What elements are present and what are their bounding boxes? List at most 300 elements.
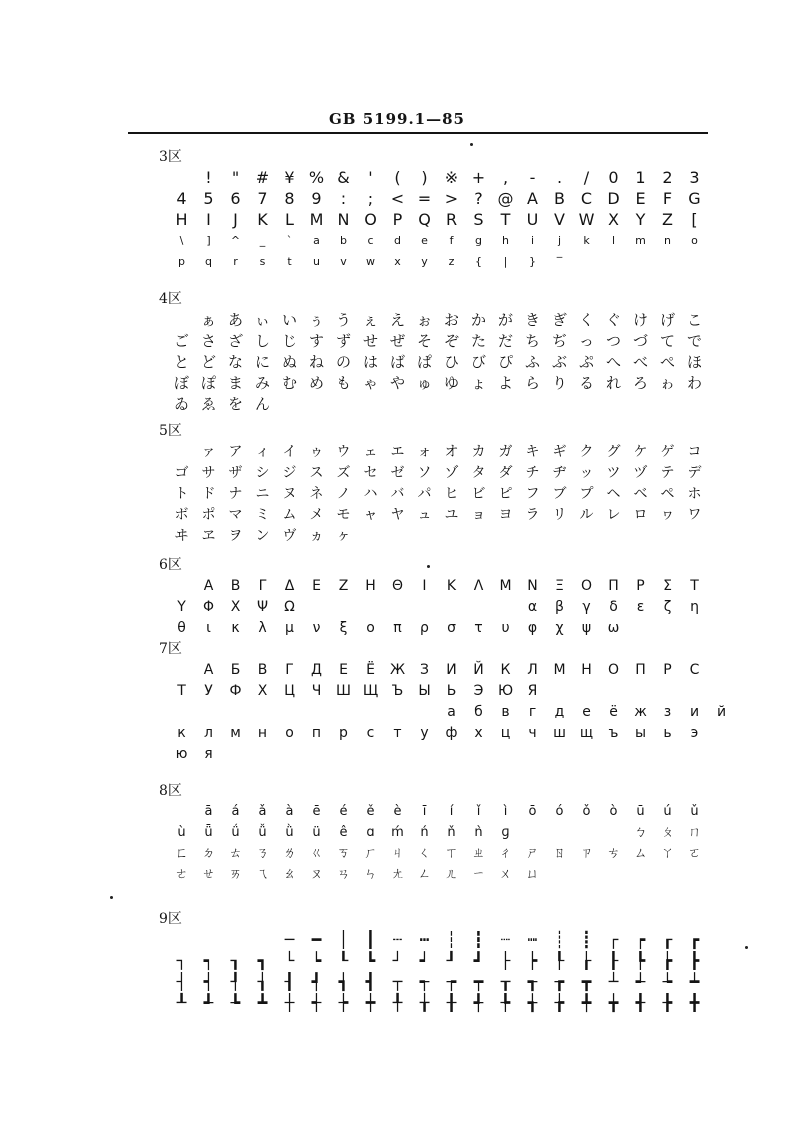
char-cell: + bbox=[471, 168, 486, 187]
char-cell: К bbox=[500, 662, 511, 678]
char-cell: ホ bbox=[687, 486, 702, 502]
char-cell: ㄘ bbox=[606, 846, 620, 861]
char-cell: ё bbox=[609, 704, 618, 720]
char-cell: ィ bbox=[255, 444, 270, 460]
char-cell: ォ bbox=[417, 444, 432, 460]
char-cell: ┒ bbox=[230, 951, 241, 970]
char-cell: ╋ bbox=[689, 993, 700, 1012]
char-cell: ポ bbox=[201, 507, 216, 523]
char-cell: 2 bbox=[662, 168, 673, 187]
char-cell: X bbox=[608, 210, 619, 229]
char-cell: ō bbox=[528, 804, 537, 819]
char-cell: ┶ bbox=[662, 972, 673, 991]
char-cell: よ bbox=[497, 374, 513, 392]
char-cell: Φ bbox=[202, 599, 215, 615]
char-cell: ぷ bbox=[578, 353, 594, 371]
char-cell: ㄏ bbox=[363, 846, 377, 861]
char-cell: ц bbox=[500, 725, 511, 741]
char-cell: к bbox=[177, 725, 186, 741]
char-cell: & bbox=[337, 168, 350, 187]
char-cell: ┕ bbox=[311, 951, 322, 970]
char-cell: ご bbox=[173, 332, 189, 350]
char-cell: Й bbox=[473, 662, 484, 678]
char-cell: ( bbox=[394, 168, 401, 187]
char-cell: φ bbox=[527, 620, 538, 636]
char-cell: 9 bbox=[311, 189, 322, 208]
char-cell: Υ bbox=[177, 599, 186, 615]
char-cell: ┾ bbox=[338, 993, 349, 1012]
char-cell: ェ bbox=[363, 444, 378, 460]
char-cell: ど bbox=[200, 353, 216, 371]
char-cell: か bbox=[470, 311, 486, 329]
char-cell: イ bbox=[282, 444, 297, 460]
char-cell: ┇ bbox=[473, 930, 484, 949]
char-cell: ゴ bbox=[174, 465, 189, 481]
char-cell: ナ bbox=[228, 486, 243, 502]
char-cell: ゼ bbox=[390, 465, 405, 481]
char-cell: w bbox=[366, 255, 375, 268]
char-cell: G bbox=[688, 189, 701, 208]
char-cell: っ bbox=[578, 332, 594, 350]
char-cell: х bbox=[474, 725, 483, 741]
char-cell: ┞ bbox=[554, 951, 565, 970]
char-cell: タ bbox=[471, 465, 486, 481]
char-cell: ╁ bbox=[419, 993, 430, 1012]
char-cell: ㄖ bbox=[552, 846, 566, 861]
char-cell: Щ bbox=[362, 683, 379, 699]
char-cell: ㄍ bbox=[309, 846, 323, 861]
char-cell: ┘ bbox=[392, 951, 403, 970]
char-cell: á bbox=[231, 804, 240, 819]
char-cell: ゃ bbox=[362, 374, 378, 392]
char-cell: ァ bbox=[201, 444, 216, 460]
char-cell: ┏ bbox=[689, 930, 700, 949]
char-cell: ┌ bbox=[608, 930, 619, 949]
char-cell: け bbox=[632, 311, 648, 329]
char-cell: と bbox=[173, 353, 189, 371]
char-cell: В bbox=[257, 662, 268, 678]
char-cell: ㄛ bbox=[687, 846, 701, 861]
char-cell: つ bbox=[605, 332, 621, 350]
char-cell: だ bbox=[497, 332, 513, 350]
char-cell: Z bbox=[662, 210, 673, 229]
char-cell: ┽ bbox=[311, 993, 322, 1012]
char-cell: ㄊ bbox=[228, 846, 242, 861]
char-cell: Ξ bbox=[555, 578, 564, 594]
char-cell: Г bbox=[285, 662, 294, 678]
char-cell: Ж bbox=[389, 662, 406, 678]
char-cell: Ε bbox=[312, 578, 321, 594]
char-cell: ン bbox=[255, 528, 270, 544]
char-cell: ま bbox=[227, 374, 243, 392]
char-cell: ж bbox=[634, 704, 647, 720]
char-cell: ぞ bbox=[443, 332, 459, 350]
zone-label: 6区 bbox=[159, 557, 182, 573]
char-cell: Р bbox=[663, 662, 672, 678]
char-cell: い bbox=[281, 311, 297, 329]
char-cell: . bbox=[556, 168, 563, 187]
char-cell: a bbox=[313, 234, 320, 247]
char-cell: ┧ bbox=[257, 972, 268, 991]
char-cell: ぽ bbox=[200, 374, 216, 392]
char-cell: ┫ bbox=[365, 972, 376, 991]
char-cell: ы bbox=[634, 725, 647, 741]
char-cell: Γ bbox=[258, 578, 267, 594]
char-cell: о bbox=[285, 725, 294, 741]
scan-speck bbox=[110, 896, 113, 899]
char-cell: L bbox=[285, 210, 294, 229]
char-cell: 5 bbox=[203, 189, 214, 208]
char-cell: N bbox=[337, 210, 350, 229]
char-cell: ほ bbox=[686, 353, 702, 371]
char-cell: ɑ bbox=[366, 825, 375, 840]
char-cell: ラ bbox=[525, 507, 540, 523]
char-cell: ゅ bbox=[416, 374, 432, 392]
char-cell: ぢ bbox=[551, 332, 567, 350]
char-cell: О bbox=[607, 662, 620, 678]
char-cell: е bbox=[582, 704, 591, 720]
char-cell: Α bbox=[203, 578, 214, 594]
char-cell: п bbox=[311, 725, 322, 741]
char-cell: ┟ bbox=[581, 951, 592, 970]
char-cell: ω bbox=[607, 620, 620, 636]
char-cell: ヰ bbox=[174, 528, 189, 544]
scan-speck bbox=[470, 143, 473, 146]
char-cell: Ь bbox=[446, 683, 457, 699]
char-cell: ロ bbox=[633, 507, 648, 523]
char-cell: r bbox=[233, 255, 238, 268]
char-cell: ú bbox=[663, 804, 672, 819]
char-cell: ъ bbox=[608, 725, 619, 741]
char-cell: Μ bbox=[499, 578, 512, 594]
char-cell: ` bbox=[286, 234, 293, 247]
char-cell: プ bbox=[579, 486, 594, 502]
char-cell: С bbox=[689, 662, 700, 678]
char-cell: ギ bbox=[552, 444, 567, 460]
char-cell: ? bbox=[474, 189, 483, 208]
char-cell: D bbox=[607, 189, 620, 208]
char-cell: ノ bbox=[336, 486, 351, 502]
char-cell: ㄌ bbox=[282, 846, 296, 861]
char-cell: ч bbox=[528, 725, 537, 741]
char-cell: Т bbox=[177, 683, 186, 699]
char-cell: Ш bbox=[336, 683, 351, 699]
char-cell: こ bbox=[686, 311, 702, 329]
char-cell: ┰ bbox=[500, 972, 511, 991]
char-cell: ɡ bbox=[501, 825, 510, 840]
char-cell: キ bbox=[525, 444, 540, 460]
char-cell: H bbox=[175, 210, 188, 229]
char-cell: д bbox=[554, 704, 565, 720]
char-cell: ソ bbox=[417, 465, 432, 481]
char-cell: ビ bbox=[471, 486, 486, 502]
char-cell: わ bbox=[686, 374, 702, 392]
char-cell: 7 bbox=[257, 189, 268, 208]
char-cell: Л bbox=[527, 662, 538, 678]
char-cell: # bbox=[255, 168, 270, 187]
char-cell: ρ bbox=[420, 620, 429, 636]
char-cell: Ю bbox=[497, 683, 514, 699]
char-cell: % bbox=[308, 168, 325, 187]
char-cell: ペ bbox=[660, 486, 675, 502]
char-cell: ├ bbox=[500, 951, 511, 970]
char-cell: M bbox=[309, 210, 324, 229]
char-cell: ┳ bbox=[581, 972, 592, 991]
char-cell: ぎ bbox=[551, 311, 567, 329]
char-cell: ぺ bbox=[659, 353, 675, 371]
char-cell: λ bbox=[258, 620, 267, 636]
char-cell: м bbox=[230, 725, 241, 741]
char-cell: ю bbox=[175, 746, 188, 762]
char-cell: ヂ bbox=[552, 465, 567, 481]
char-cell: ㄠ bbox=[282, 867, 296, 882]
char-cell: J bbox=[233, 210, 238, 229]
char-cell: κ bbox=[231, 620, 240, 636]
char-cell: ㄔ bbox=[498, 846, 512, 861]
char-cell: ━ bbox=[311, 930, 322, 949]
char-cell: れ bbox=[605, 374, 621, 392]
char-cell: ㄝ bbox=[201, 867, 215, 882]
char-cell: ダ bbox=[498, 465, 513, 481]
char-cell: ゲ bbox=[660, 444, 675, 460]
char-cell: ǒ bbox=[582, 804, 591, 819]
char-cell: も bbox=[335, 374, 351, 392]
char-cell: Ω bbox=[284, 599, 295, 615]
char-cell: ざ bbox=[227, 332, 243, 350]
char-cell: ㄟ bbox=[255, 867, 269, 882]
char-cell: н bbox=[257, 725, 268, 741]
char-cell: И bbox=[446, 662, 457, 678]
char-cell: ┴ bbox=[608, 972, 619, 991]
char-cell: ) bbox=[421, 168, 428, 187]
char-cell: U bbox=[526, 210, 539, 229]
char-cell: そ bbox=[416, 332, 432, 350]
char-cell: ㄅ bbox=[633, 825, 647, 840]
char-cell: ┈ bbox=[500, 930, 511, 949]
char-cell: ぼ bbox=[173, 374, 189, 392]
char-cell: ╂ bbox=[446, 993, 457, 1012]
char-cell: ¥ bbox=[284, 168, 295, 187]
char-cell: ひ bbox=[443, 353, 459, 371]
char-cell: ε bbox=[636, 599, 645, 615]
char-cell: ó bbox=[555, 804, 564, 819]
char-cell: ヌ bbox=[282, 486, 297, 502]
char-cell: ㄗ bbox=[579, 846, 593, 861]
char-cell: ┝ bbox=[527, 951, 538, 970]
char-cell: ψ bbox=[581, 620, 592, 636]
char-cell: @ bbox=[497, 189, 514, 208]
char-cell: ǜ bbox=[285, 825, 294, 840]
char-cell: V bbox=[554, 210, 565, 229]
char-cell: ツ bbox=[606, 465, 621, 481]
char-cell: ┺ bbox=[230, 993, 241, 1012]
char-cell: ゾ bbox=[444, 465, 459, 481]
char-cell: ḿ bbox=[391, 825, 404, 840]
char-cell: る bbox=[578, 374, 594, 392]
char-cell: [ bbox=[691, 210, 698, 229]
char-cell: q bbox=[205, 255, 212, 268]
char-cell: ね bbox=[308, 353, 324, 371]
char-cell: S bbox=[473, 210, 484, 229]
char-cell: ο bbox=[366, 620, 375, 636]
char-cell: ┦ bbox=[230, 972, 241, 991]
char-cell: ┋ bbox=[581, 930, 592, 949]
char-cell: K bbox=[257, 210, 268, 229]
char-cell: O bbox=[364, 210, 377, 229]
char-cell: ī bbox=[422, 804, 427, 819]
char-cell: め bbox=[308, 374, 324, 392]
char-cell: ム bbox=[282, 507, 297, 523]
char-cell: ┻ bbox=[257, 993, 268, 1012]
char-cell: ┡ bbox=[635, 951, 646, 970]
zone-label: 4区 bbox=[159, 291, 182, 307]
char-cell: j bbox=[557, 234, 562, 247]
char-cell: ㄇ bbox=[687, 825, 701, 840]
char-cell: た bbox=[470, 332, 486, 350]
char-cell: Ф bbox=[229, 683, 242, 699]
char-cell: x bbox=[394, 255, 401, 268]
char-cell: ヨ bbox=[498, 507, 513, 523]
char-cell: す bbox=[308, 332, 324, 350]
char-cell: を bbox=[227, 395, 243, 413]
char-cell: セ bbox=[363, 465, 378, 481]
char-cell: さ bbox=[200, 332, 216, 350]
char-cell: щ bbox=[579, 725, 594, 741]
char-cell: k bbox=[583, 234, 590, 247]
char-cell: C bbox=[580, 189, 593, 208]
char-cell: в bbox=[501, 704, 510, 720]
char-cell: ┑ bbox=[203, 951, 214, 970]
char-cell: T bbox=[500, 210, 511, 229]
char-cell: ㄆ bbox=[660, 825, 674, 840]
char-cell: み bbox=[254, 374, 270, 392]
char-cell: A bbox=[527, 189, 538, 208]
char-cell: E bbox=[635, 189, 646, 208]
char-cell: ち bbox=[524, 332, 540, 350]
char-cell: è bbox=[393, 804, 402, 819]
char-cell: Ν bbox=[527, 578, 538, 594]
char-cell: р bbox=[339, 725, 348, 741]
char-cell: χ bbox=[555, 620, 564, 636]
char-cell: и bbox=[689, 704, 700, 720]
char-cell: ス bbox=[309, 465, 324, 481]
char-cell: ╄ bbox=[500, 993, 511, 1012]
char-cell: ヒ bbox=[444, 486, 459, 502]
char-cell: b bbox=[340, 234, 347, 247]
char-cell: ㄧ bbox=[471, 867, 485, 882]
char-cell: ┩ bbox=[311, 972, 322, 991]
char-cell: ニ bbox=[255, 486, 270, 502]
char-cell: ゑ bbox=[200, 395, 216, 413]
char-cell: ゥ bbox=[309, 444, 324, 460]
char-cell: ^ bbox=[230, 234, 241, 247]
char-cell: コ bbox=[687, 444, 702, 460]
char-cell: ╊ bbox=[662, 993, 673, 1012]
char-cell: ャ bbox=[363, 507, 378, 523]
char-cell: ξ bbox=[339, 620, 348, 636]
char-cell: г bbox=[528, 704, 537, 720]
char-cell: g bbox=[475, 234, 482, 247]
char-cell: ㄈ bbox=[174, 846, 188, 861]
char-cell: ┭ bbox=[419, 972, 430, 991]
char-cell: Ο bbox=[580, 578, 593, 594]
char-cell: エ bbox=[390, 444, 405, 460]
char-cell: ぶ bbox=[551, 353, 567, 371]
char-cell: я bbox=[204, 746, 213, 762]
char-cell: オ bbox=[444, 444, 459, 460]
char-cell: } bbox=[529, 255, 536, 268]
char-cell: ] bbox=[206, 234, 211, 247]
char-cell: I bbox=[206, 210, 211, 229]
zone-label: 7区 bbox=[159, 641, 182, 657]
char-cell: < bbox=[390, 189, 405, 208]
char-cell: ゎ bbox=[659, 374, 675, 392]
char-cell: ヅ bbox=[633, 465, 648, 481]
char-cell: ┄ bbox=[392, 930, 403, 949]
char-cell: y bbox=[421, 255, 428, 268]
char-cell: ┓ bbox=[257, 951, 268, 970]
char-cell: や bbox=[389, 374, 405, 392]
char-cell: Η bbox=[365, 578, 376, 594]
char-cell: Э bbox=[473, 683, 484, 699]
char-cell: ョ bbox=[471, 507, 486, 523]
char-cell: γ bbox=[582, 599, 591, 615]
char-cell: ぐ bbox=[605, 311, 621, 329]
char-cell: グ bbox=[606, 444, 621, 460]
char-cell: ぁ bbox=[200, 311, 216, 329]
char-cell: υ bbox=[501, 620, 510, 636]
char-cell: П bbox=[635, 662, 646, 678]
char-cell: W bbox=[578, 210, 595, 229]
char-cell: τ bbox=[474, 620, 483, 636]
char-cell: ǎ bbox=[258, 804, 267, 819]
char-cell: μ bbox=[285, 620, 294, 636]
char-cell: ジ bbox=[282, 465, 297, 481]
char-cell: ㄦ bbox=[444, 867, 458, 882]
char-cell: ┱ bbox=[527, 972, 538, 991]
char-cell: Δ bbox=[284, 578, 295, 594]
char-cell: η bbox=[690, 599, 699, 615]
char-cell: Е bbox=[339, 662, 348, 678]
char-cell: z bbox=[448, 255, 455, 268]
zone-label: 5区 bbox=[159, 423, 182, 439]
char-cell: А bbox=[203, 662, 214, 678]
char-cell: ╇ bbox=[581, 993, 592, 1012]
char-cell: Ъ bbox=[391, 683, 404, 699]
char-cell: カ bbox=[471, 444, 486, 460]
char-cell: ワ bbox=[687, 507, 702, 523]
char-cell: ㄑ bbox=[417, 846, 431, 861]
char-cell: は bbox=[362, 353, 378, 371]
char-cell: フ bbox=[525, 486, 540, 502]
char-cell: レ bbox=[606, 507, 621, 523]
char-cell: й bbox=[716, 704, 727, 720]
char-cell: ┤ bbox=[176, 972, 187, 991]
char-cell: Π bbox=[608, 578, 619, 594]
char-cell: あ bbox=[227, 311, 243, 329]
char-cell: ㄒ bbox=[444, 846, 458, 861]
char-cell: う bbox=[335, 311, 351, 329]
char-cell: び bbox=[470, 353, 486, 371]
char-cell: ミ bbox=[255, 507, 270, 523]
char-cell: ┃ bbox=[365, 930, 376, 949]
char-cell: ┿ bbox=[365, 993, 376, 1012]
char-cell: ㄜ bbox=[174, 867, 188, 882]
char-cell: む bbox=[281, 374, 297, 392]
char-cell: F bbox=[662, 189, 673, 208]
char-cell: l bbox=[611, 234, 616, 247]
char-cell: モ bbox=[336, 507, 351, 523]
